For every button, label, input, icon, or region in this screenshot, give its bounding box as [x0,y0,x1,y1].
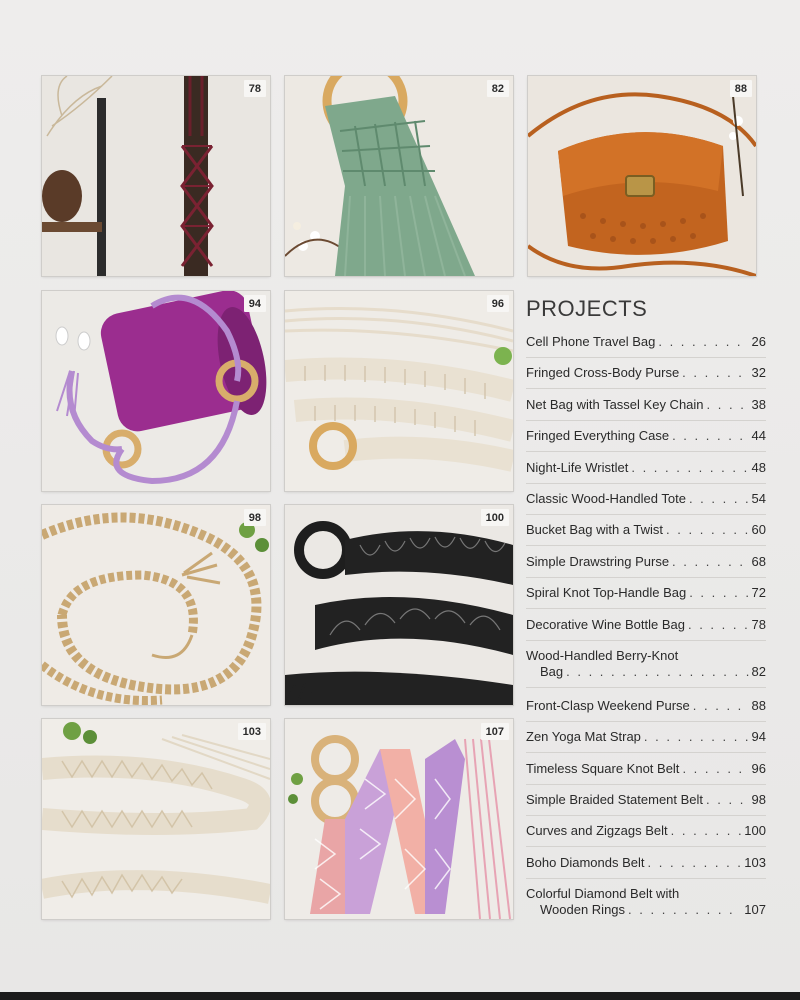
toc-item-name: Wood-Handled Berry-Knot [526,647,679,663]
toc-item-name: Classic Wood-Handled Tote [526,490,686,506]
toc-item-name: Timeless Square Knot Belt [526,760,680,776]
toc-item[interactable] [526,491,766,522]
dot-leader [693,698,749,714]
toc-item-page: 72 [751,585,766,601]
toc-item-name: Boho Diamonds Belt [526,854,645,870]
dot-leader [628,902,741,918]
toc-item[interactable] [526,617,766,648]
toc-item-name-continued: Bag [540,663,564,679]
photo-yoga-mat-strap[interactable] [42,291,270,491]
toc-item-name: Front-Clasp Weekend Purse [526,697,690,713]
toc-item-page: 48 [751,459,766,475]
toc-item-page: 38 [751,396,766,412]
toc-item-name: Night-Life Wristlet [526,459,629,475]
dot-leader [631,460,748,476]
toc-item[interactable] [526,585,766,616]
colorful-belt-image [285,719,513,919]
page-number-badge: 98 [244,509,266,526]
toc-item[interactable] [526,729,766,760]
toc-item-page: 107 [744,902,766,918]
dot-leader [706,792,748,808]
toc-item-page: 98 [751,792,766,808]
toc-item-name: Zen Yoga Mat Strap [526,729,641,745]
toc-item[interactable] [526,855,766,886]
dot-leader [688,617,749,633]
curves-belt-image [285,505,513,705]
toc-item-name: Fringed Everything Case [526,428,670,444]
page-number-badge: 107 [481,723,509,740]
toc-item-name: Colorful Diamond Belt with [526,886,680,902]
toc-item-name: Spiral Knot Top-Handle Bag [526,585,687,601]
dot-leader [707,397,749,413]
toc-item-page: 68 [751,553,766,569]
toc-item[interactable] [526,698,766,729]
toc-item[interactable] [526,761,766,792]
dot-leader [672,428,748,444]
toc-item[interactable] [526,554,766,585]
page-number-badge: 78 [244,80,266,97]
toc-item-name: Simple Drawstring Purse [526,553,670,569]
square-knot-belt-image [285,291,513,491]
toc-item-page: 32 [751,365,766,381]
wine-bottle-bag-image [42,76,270,276]
toc-item-page: 78 [751,616,766,632]
toc-item-page: 100 [744,823,766,839]
toc-item-page: 82 [751,663,766,679]
dot-leader [566,664,748,680]
photo-wine-bottle-bag[interactable] [42,76,270,276]
dot-leader [648,855,742,871]
dot-leader [689,491,749,507]
toc-item-name: Net Bag with Tassel Key Chain [526,396,704,412]
toc-item[interactable] [526,648,766,698]
toc-item-page: 26 [751,334,766,349]
photo-diamonds-belt[interactable] [42,719,270,919]
dot-leader [666,522,748,538]
toc-item-name: Curves and Zigzags Belt [526,823,668,839]
photo-green-fringed-bag[interactable] [285,76,513,276]
toc-item-name-continued: Wooden Rings [540,902,626,918]
toc-item[interactable] [526,792,766,823]
yoga-strap-image [42,291,270,491]
braided-belt-image [42,505,270,705]
projects-toc [526,290,766,936]
toc-item-page: 44 [751,428,766,444]
photo-orange-clasp-purse[interactable] [528,76,756,276]
page-number-badge: 96 [487,295,509,312]
toc-item-name: Decorative Wine Bottle Bag [526,616,685,632]
toc-item-page: 60 [751,522,766,538]
dot-leader [689,585,748,601]
page-number-badge: 100 [481,509,509,526]
page-number-badge: 103 [238,723,266,740]
toc-item[interactable] [526,428,766,459]
page-number-badge: 82 [487,80,509,97]
dot-leader [682,365,748,381]
photo-braided-jute-belt[interactable] [42,505,270,705]
page-number-badge: 94 [244,295,266,312]
toc-item[interactable] [526,460,766,491]
page-number-badge: 88 [730,80,752,97]
photo-colorful-diamond-belt[interactable] [285,719,513,919]
green-bag-image [285,76,513,276]
toc-item[interactable] [526,397,766,428]
toc-item-name: Cell Phone Travel Bag [526,334,656,349]
toc-item[interactable] [526,522,766,553]
photo-curves-belt[interactable] [285,505,513,705]
toc-item[interactable] [526,886,766,936]
dot-leader [671,823,742,839]
dot-leader [644,729,749,745]
toc-item-name: Bucket Bag with a Twist [526,522,664,538]
dot-leader [672,554,748,570]
toc-item[interactable] [526,334,766,365]
toc-item-page: 103 [744,854,766,870]
toc-item-name: Fringed Cross-Body Purse [526,365,680,381]
toc-item-name: Simple Braided Statement Belt [526,792,704,808]
diamonds-belt-image [42,719,270,919]
orange-purse-image [528,76,756,276]
toc-item[interactable] [526,365,766,396]
toc-title: PROJECTS [526,296,648,321]
dot-leader [682,761,748,777]
toc-item-page: 94 [751,729,766,745]
toc-item[interactable] [526,823,766,854]
dot-leader [658,334,748,350]
toc-item-page: 54 [751,490,766,506]
toc-item-page: 88 [751,697,766,713]
bottom-edge-bar [0,992,800,1000]
toc-item-page: 96 [751,760,766,776]
photo-square-knot-belt[interactable] [285,291,513,491]
